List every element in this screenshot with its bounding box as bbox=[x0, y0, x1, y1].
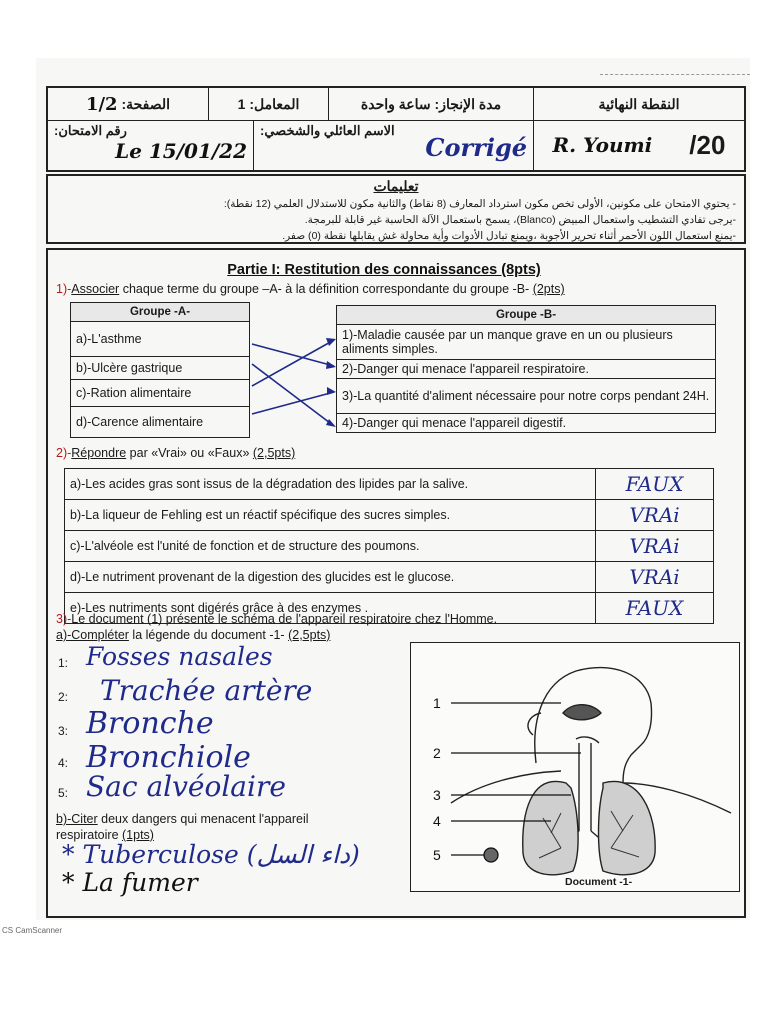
name-value: Corrigé bbox=[425, 133, 527, 162]
matching-arrows bbox=[250, 330, 340, 430]
total-label-cell bbox=[533, 88, 744, 120]
q1-points: (2pts) bbox=[532, 282, 565, 296]
group-b-table bbox=[336, 305, 716, 433]
total-value: /20 bbox=[689, 129, 726, 160]
exam-number-value: Le 15/01/22 bbox=[115, 139, 247, 163]
q3b-points: (1pts) bbox=[122, 828, 154, 842]
duration-cell bbox=[328, 88, 533, 120]
figure-number: 4 bbox=[433, 813, 441, 829]
danger-answer-2-text: La fumer bbox=[82, 868, 198, 897]
figure-number: 5 bbox=[433, 847, 441, 863]
true-false-table bbox=[64, 468, 714, 624]
part-1-title: Partie I: Restitution des connaissances (8pts) bbox=[227, 262, 541, 278]
right-lung bbox=[599, 781, 656, 874]
tf-statement: b)-La liqueur de Fehling est un réactif spécifique des sucres simples. bbox=[65, 500, 596, 531]
figure-number: 3 bbox=[433, 787, 441, 803]
legend-number: 3: bbox=[58, 724, 69, 738]
group-a-header: Groupe -A- bbox=[71, 303, 250, 322]
document-caption: Document -1- bbox=[565, 876, 633, 888]
coef-cell bbox=[208, 88, 328, 120]
tf-answer: FAUX bbox=[596, 593, 714, 624]
q3a-points: (2,5pts) bbox=[288, 628, 331, 642]
exam-number-label: رقم الامتحان: bbox=[54, 123, 127, 138]
total-cell bbox=[533, 120, 744, 170]
group-a-item: a)-L'asthme bbox=[71, 322, 250, 357]
instructions-box bbox=[46, 174, 746, 244]
instructions-line-1: - يحتوي الامتحان على مكونين، الأولى تخص مكون استرداد المعارف (8 نقاط) والثانية مكون للاستدلال العلمي (12 نقطة): bbox=[223, 198, 736, 210]
page-value: 1/2 bbox=[85, 93, 118, 115]
legend-answer-3: Bronche bbox=[86, 706, 214, 741]
name-cell bbox=[253, 120, 533, 170]
figure-number: 1 bbox=[433, 695, 441, 711]
group-a-item: c)-Ration alimentaire bbox=[71, 380, 250, 407]
header-row-top bbox=[48, 88, 744, 121]
group-a-item: d)-Carence alimentaire bbox=[71, 407, 250, 438]
page-label: الصفحة: bbox=[121, 95, 171, 112]
legend-answer-1: Fosses nasales bbox=[86, 642, 273, 671]
tf-row bbox=[65, 500, 714, 531]
tf-answer: VRAi bbox=[596, 500, 714, 531]
danger-answer-1-text: Tuberculose (داء السل) bbox=[82, 840, 360, 869]
question-3 bbox=[56, 612, 497, 626]
tf-statement: e)-Les nutriments sont digérés grâce à des enzymes . bbox=[65, 593, 596, 624]
question-3a bbox=[56, 628, 330, 642]
legend-number: 5: bbox=[58, 786, 69, 800]
instructions-title: تعليمات bbox=[373, 178, 419, 194]
figure-numbers bbox=[433, 695, 441, 863]
q2-number: 2)- bbox=[56, 446, 72, 460]
faded-header-text bbox=[600, 60, 750, 75]
mouth bbox=[576, 737, 599, 743]
q2-points: (2,5pts) bbox=[252, 446, 296, 460]
q3-intro: Le document (1) présente le schéma de l'appareil respiratoire chez l'Homme. bbox=[71, 612, 498, 626]
q3b-verb: b)-Citer bbox=[56, 812, 98, 826]
tf-answer: VRAi bbox=[596, 531, 714, 562]
legend-number: 2: bbox=[58, 690, 69, 704]
q2-text: par «Vrai» ou «Faux» bbox=[126, 446, 253, 460]
alveolar-sac bbox=[484, 848, 498, 862]
instructions-line-2: -يرجى تفادي التشطيب واستعمال المبيض (Blanco)، يسمح باستعمال الآلة الحاسبة غير قابلة للبرمجة. bbox=[304, 214, 736, 226]
exam-number-cell bbox=[48, 120, 253, 170]
group-b-item: 1)-Maladie causée par un manque grave en un ou plusieurs aliments simples. bbox=[337, 325, 716, 360]
q3-number: 3)- bbox=[56, 612, 72, 626]
tf-statement: d)-Le nutriment provenant de la digestion des glucides est le glucose. bbox=[65, 562, 596, 593]
q1-text: chaque terme du groupe –A- à la définition correspondante du groupe -B- bbox=[119, 282, 533, 296]
tf-answer: FAUX bbox=[596, 469, 714, 500]
danger-answer-1: * Tuberculose (داء السل) bbox=[62, 840, 360, 869]
legend-answer-5: Sac alvéolaire bbox=[86, 770, 286, 803]
q3a-text: la légende du document -1- bbox=[128, 628, 289, 642]
q3b-text: deux dangers qui menacent l'appareil bbox=[97, 812, 309, 826]
grader-signature: R. Youmi bbox=[552, 133, 653, 157]
tf-answer: VRAi bbox=[596, 562, 714, 593]
tf-row bbox=[65, 562, 714, 593]
duration-label: مدة الإنجاز: ساعة واحدة bbox=[360, 95, 502, 112]
legend-answer-4: Bronchiole bbox=[86, 740, 251, 775]
nose-outline bbox=[528, 713, 541, 735]
q1-verb: Associer bbox=[71, 282, 120, 296]
group-b-item: 4)-Danger qui menace l'appareil digestif. bbox=[337, 414, 716, 433]
respiratory-diagram bbox=[410, 642, 740, 892]
group-b-header: Groupe -B- bbox=[337, 306, 716, 325]
legend-number: 1: bbox=[58, 656, 69, 670]
nasal-cavity bbox=[563, 705, 601, 720]
name-label: الاسم العائلي والشخصي: bbox=[260, 123, 395, 138]
q3b-text-2: respiratoire bbox=[56, 828, 122, 842]
group-b-item: 3)-La quantité d'aliment nécessaire pour notre corps pendant 24H. bbox=[337, 379, 716, 414]
group-b-item: 2)-Danger qui menace l'appareil respiratoire. bbox=[337, 360, 716, 379]
q2-verb: Répondre bbox=[71, 446, 127, 460]
tf-row bbox=[65, 531, 714, 562]
head-outline bbox=[535, 668, 652, 783]
instructions-line-3: -يمنع استعمال اللون الأحمر أثناء تحرير الأجوبة ،ويمنع تبادل الأدوات وأية محاولة غش يقابلها نقطة (0) صفر. bbox=[282, 230, 736, 242]
figure-number: 2 bbox=[433, 745, 441, 761]
legend-number: 4: bbox=[58, 756, 69, 770]
group-a-table bbox=[70, 302, 250, 438]
tf-statement: a)-Les acides gras sont issus de la dégradation des lipides par la salive. bbox=[65, 469, 596, 500]
scanner-watermark: CS CamScanner bbox=[2, 926, 63, 935]
question-2 bbox=[56, 446, 295, 460]
page-cell bbox=[48, 88, 208, 120]
danger-answer-2: * La fumer bbox=[62, 868, 198, 897]
respiratory-drawing bbox=[411, 643, 739, 891]
tf-row bbox=[65, 469, 714, 500]
exam-header bbox=[46, 86, 746, 172]
q1-number: 1)- bbox=[56, 282, 72, 296]
legend-answer-2: Trachée artère bbox=[100, 674, 313, 707]
tf-statement: c)-L'alvéole est l'unité de fonction et de structure des poumons. bbox=[65, 531, 596, 562]
total-label: النقطة النهائية bbox=[598, 95, 680, 112]
coef-label: المعامل: 1 bbox=[237, 95, 300, 112]
question-1 bbox=[56, 282, 565, 296]
question-3b bbox=[56, 812, 309, 826]
q3a-verb: a)-Compléter bbox=[56, 628, 129, 642]
group-a-item: b)-Ulcère gastrique bbox=[71, 357, 250, 380]
